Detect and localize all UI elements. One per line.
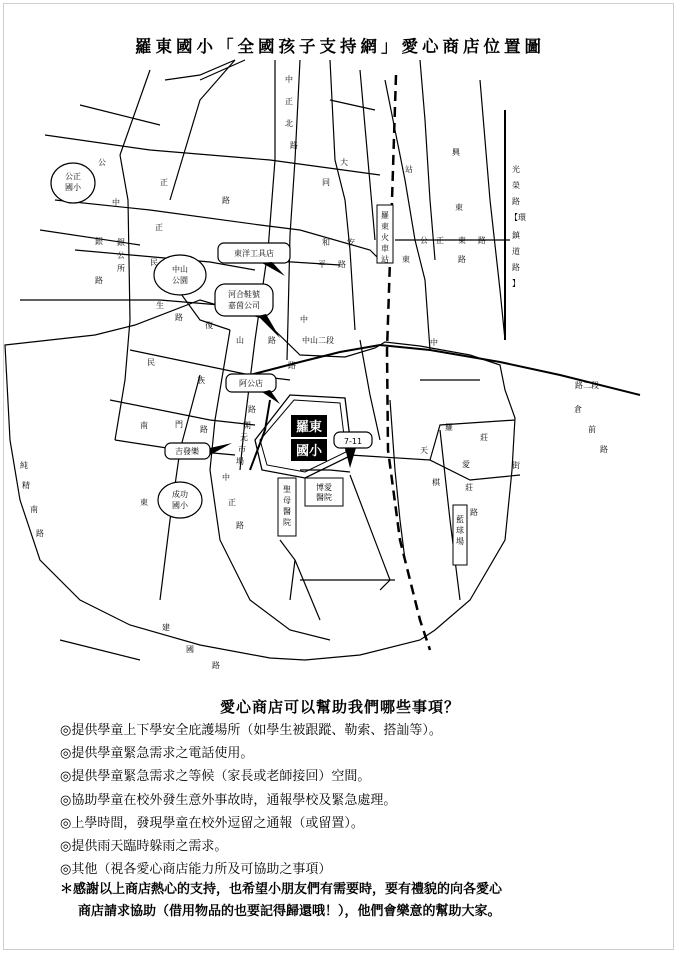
svg-text:嘉茵公司: 嘉茵公司 (228, 301, 260, 310)
svg-text:復: 復 (205, 321, 213, 330)
road-east-7 (295, 560, 320, 620)
place-label-gongzheng: 公正 (65, 172, 81, 181)
svg-text:母: 母 (283, 496, 291, 505)
svg-text:東: 東 (381, 222, 389, 231)
svg-text:元: 元 (240, 433, 248, 442)
svg-text:東: 東 (140, 498, 148, 507)
svg-text:銀: 銀 (95, 237, 103, 246)
svg-text:東: 東 (458, 236, 466, 245)
svg-text:正: 正 (228, 498, 236, 507)
road-north-8 (165, 60, 235, 80)
svg-text:東洋工具店: 東洋工具店 (234, 249, 274, 258)
svg-text:吉發樂: 吉發樂 (175, 447, 199, 456)
svg-text:中山: 中山 (302, 336, 318, 345)
basketball-court-box (453, 505, 467, 565)
svg-text:國: 國 (186, 645, 194, 654)
thanks-line-1: ＊感謝以上商店熱心的支持，也希望小朋友們有需要時，要有禮貌的向各愛心 (60, 882, 503, 897)
road-east-1 (430, 420, 520, 480)
help-heading: 愛心商店可以幫助我們哪些事項？ (219, 698, 460, 716)
svg-text:中: 中 (222, 473, 230, 482)
svg-text:棋: 棋 (432, 478, 440, 487)
svg-text:山: 山 (236, 336, 244, 345)
svg-text:路: 路 (200, 425, 208, 434)
store-jifale (165, 443, 232, 459)
road-north-20 (300, 230, 380, 260)
store-agong (226, 374, 280, 404)
svg-text:阿公店: 阿公店 (239, 379, 263, 388)
svg-text:二段: 二段 (318, 336, 334, 345)
svg-text:門: 門 (175, 420, 183, 429)
svg-text:醫: 醫 (283, 507, 291, 516)
road-north-10 (170, 60, 235, 200)
svg-text:路: 路 (36, 529, 44, 538)
svg-text:路: 路 (512, 197, 520, 206)
road-north-3 (40, 230, 140, 245)
svg-text:羅: 羅 (445, 423, 453, 432)
svg-text:倉: 倉 (574, 405, 582, 414)
school-name-top: 羅東 (295, 420, 323, 435)
svg-text:正: 正 (436, 236, 444, 245)
svg-text:路: 路 (222, 196, 230, 205)
svg-text:北: 北 (285, 119, 293, 128)
svg-text:路: 路 (290, 141, 298, 150)
thanks-note (60, 879, 502, 923)
svg-text:路: 路 (478, 236, 486, 245)
svg-text:路: 路 (288, 361, 296, 370)
svg-text:建: 建 (162, 623, 170, 632)
svg-text:路: 路 (95, 276, 103, 285)
place-label-stmary: 聖 (283, 485, 291, 494)
chenggong-school-circle (158, 482, 202, 518)
svg-text:車: 車 (381, 244, 389, 253)
road-east-8 (350, 475, 390, 590)
svg-text:站: 站 (381, 255, 389, 264)
svg-text:路: 路 (458, 255, 466, 264)
svg-text:愛: 愛 (462, 460, 470, 469)
help-list (60, 719, 442, 881)
svg-text:院: 院 (283, 518, 291, 527)
svg-text:路: 路 (512, 263, 520, 272)
help-item: ◎上學時間，發現學童在校外逗留之通報（或留置）。 (60, 815, 364, 831)
help-item: ◎提供學童緊急需求之電話使用。 (60, 746, 254, 762)
svg-text:東: 東 (402, 255, 410, 264)
svg-text:中: 中 (285, 75, 293, 84)
svg-text:7-11: 7-11 (343, 437, 363, 446)
svg-text:火: 火 (381, 233, 389, 242)
svg-text:球: 球 (456, 526, 464, 535)
svg-text:南: 南 (140, 421, 148, 430)
road-north-18 (480, 80, 505, 340)
svg-text:站: 站 (405, 165, 413, 174)
help-item: ◎提供雨天臨時躲雨之需求。 (60, 839, 228, 855)
svg-text:東: 東 (455, 203, 463, 212)
svg-text:路: 路 (248, 405, 256, 414)
svg-text:醫院: 醫院 (316, 493, 332, 502)
svg-text:安: 安 (347, 238, 355, 247)
svg-text:鎮: 鎮 (512, 231, 520, 240)
svg-text:國小: 國小 (65, 183, 81, 192)
svg-text:族: 族 (197, 376, 205, 385)
road-south-1 (60, 640, 140, 660)
store-7-11 (334, 432, 372, 468)
zhongshan-park-circle (154, 255, 206, 295)
svg-text:場: 場 (236, 457, 244, 466)
svg-text:民: 民 (150, 258, 158, 267)
svg-text:銀: 銀 (117, 238, 125, 247)
svg-text:中: 中 (430, 338, 438, 347)
svg-text:大: 大 (340, 158, 348, 167)
svg-text:中: 中 (112, 198, 120, 207)
svg-text:】: 】 (512, 279, 520, 288)
road-north-7 (80, 105, 160, 125)
svg-text:正: 正 (155, 223, 163, 232)
thanks-line-2: 商店請求協助（借用物品的也要記得歸還哦！），他們會樂意的幫助大家。 (78, 904, 501, 919)
road-north-15 (330, 100, 375, 110)
svg-text:路: 路 (470, 508, 478, 517)
school-label (291, 415, 327, 461)
road-north-6 (120, 70, 150, 155)
store-hehe-shoes (215, 284, 280, 338)
help-item: ◎提供學童上下學安全庇護場所（如學生被跟蹤、勒索、搭訕等）。 (60, 723, 442, 738)
svg-text:公: 公 (98, 158, 106, 167)
road-north-2 (55, 200, 300, 230)
svg-text:正: 正 (160, 178, 168, 187)
svg-text:公: 公 (117, 251, 125, 260)
svg-text:國小: 國小 (172, 501, 188, 510)
railway-line (387, 75, 430, 650)
svg-text:【環: 【環 (510, 213, 526, 222)
svg-text:和: 和 (322, 238, 330, 247)
help-item: ◎協助學童在校外發生意外事故時，通報學校及緊急處理。 (60, 792, 397, 808)
svg-text:純: 純 (20, 461, 28, 470)
svg-text:路: 路 (600, 445, 608, 454)
road-east-6 (280, 540, 295, 600)
svg-text:路: 路 (236, 521, 244, 530)
place-label-zhongshan: 中山 (172, 265, 188, 274)
school-name-bottom: 國小 (295, 444, 323, 459)
svg-text:場: 場 (456, 537, 464, 546)
svg-text:正: 正 (285, 97, 293, 106)
svg-text:莊: 莊 (480, 433, 488, 442)
svg-text:興: 興 (452, 148, 460, 157)
help-item: ◎其他（視各愛心商店能力所及可協助之事項） (60, 862, 332, 878)
place-boxes (278, 205, 467, 565)
place-label-chenggong: 成功 (172, 490, 188, 499)
svg-text:民: 民 (147, 358, 155, 367)
road-north-14 (360, 70, 375, 240)
svg-text:精: 精 (22, 481, 30, 490)
svg-text:公園: 公園 (172, 276, 188, 285)
road-lines (5, 60, 640, 660)
svg-text:所: 所 (117, 264, 125, 273)
svg-text:光: 光 (512, 165, 520, 174)
road-north-1 (45, 135, 380, 175)
svg-text:道: 道 (512, 247, 520, 256)
road-north-17 (420, 60, 435, 260)
svg-text:路: 路 (212, 661, 220, 670)
road-east-11 (360, 340, 380, 440)
svg-text:生: 生 (156, 301, 164, 310)
svg-text:河合鞋號: 河合鞋號 (228, 290, 260, 299)
svg-text:路: 路 (268, 336, 276, 345)
svg-text:榮: 榮 (512, 181, 520, 190)
road-north-9 (200, 60, 245, 80)
svg-text:路二段: 路二段 (575, 381, 599, 390)
place-label-station: 羅 (381, 211, 389, 220)
svg-text:開: 開 (243, 421, 251, 430)
svg-text:市: 市 (238, 445, 246, 454)
svg-text:路: 路 (338, 260, 346, 269)
svg-text:中: 中 (300, 315, 308, 324)
help-item: ◎提供學童緊急需求之等候（家長或老師接回）空間。 (60, 769, 371, 785)
svg-text:天: 天 (420, 446, 428, 455)
place-label-boai: 博愛 (316, 483, 332, 492)
svg-text:街: 街 (512, 461, 520, 470)
svg-text:莊: 莊 (465, 483, 473, 492)
svg-text:同: 同 (322, 178, 330, 187)
place-label-court: 藍 (456, 515, 464, 524)
map-title: 羅東國小「全國孩子支持網」愛心商店位置圖 (135, 37, 545, 56)
svg-text:公: 公 (420, 236, 428, 245)
svg-text:平: 平 (318, 260, 326, 269)
svg-text:路: 路 (175, 313, 183, 322)
svg-text:前: 前 (588, 425, 596, 434)
store-dongyang-tools (218, 243, 290, 276)
svg-text:南: 南 (30, 505, 38, 514)
